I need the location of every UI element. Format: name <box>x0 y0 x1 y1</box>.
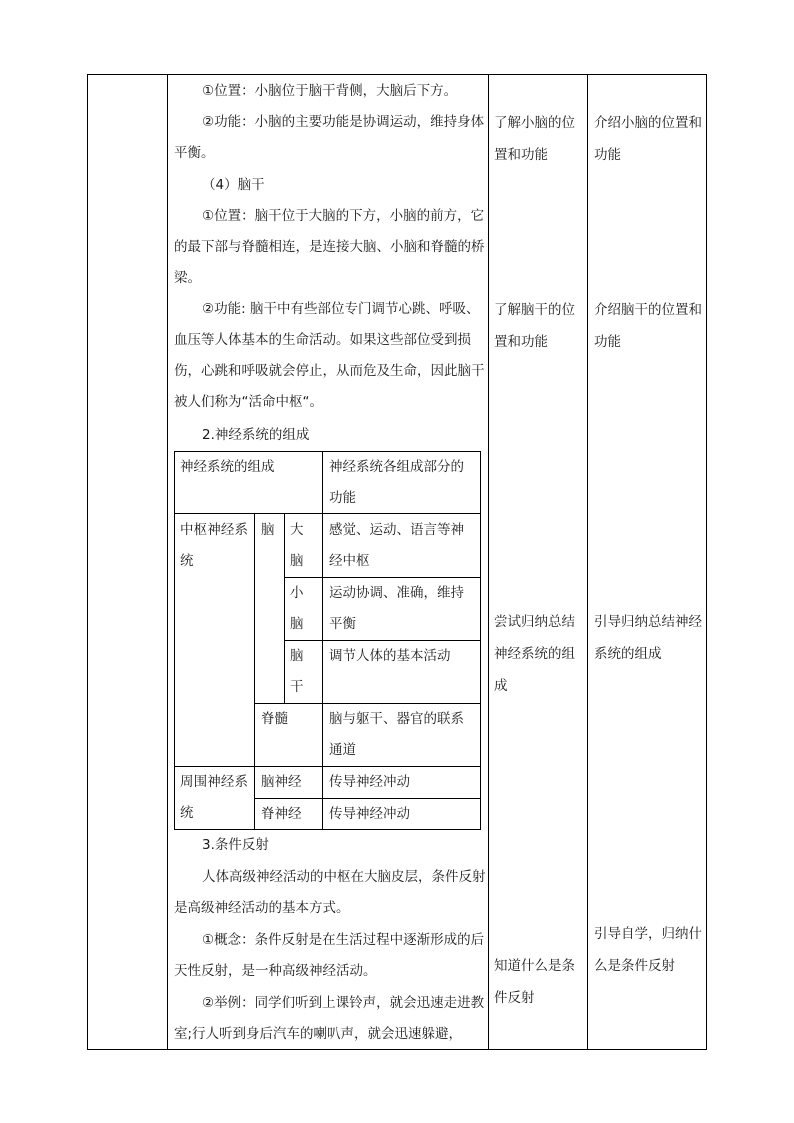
column-divider-2 <box>488 74 489 1050</box>
brainstem-label: 脑干 <box>290 648 304 695</box>
brainstem-function: ②功能: 脑干中有些部位专门调节心跳、呼吸、血压等人体基本的生命活动。如果这些部位受到损伤，心跳和呼吸就会停止，从而危及生命，因此脑干被人们称为“活命中枢“。 <box>174 301 485 410</box>
spinal-nerve-label: 脊神经 <box>261 806 302 822</box>
section-heading-conditioned-reflex: 3.条件反射 <box>202 837 269 853</box>
cerebellum-function: ②功能：小脑的主要功能是协调运动，维持身体平衡。 <box>174 114 485 161</box>
central-nervous-system-label: 中枢神经系统 <box>180 522 248 569</box>
table-header-composition: 神经系统的组成 <box>180 459 275 475</box>
cerebrum-function: 感觉、运动、语言等神经中枢 <box>329 522 464 569</box>
student-activity-summary: 尝试归纳总结神经系统的组成 <box>494 614 575 694</box>
peripheral-nervous-system-label: 周围神经系统 <box>180 774 248 821</box>
student-activity-reflex: 知道什么是条件反射 <box>494 958 575 1006</box>
brainstem-heading: （4）脑干 <box>202 177 265 193</box>
column-divider-1 <box>167 74 168 1050</box>
brain-label: 脑 <box>261 522 275 538</box>
teacher-activity-brainstem: 介绍脑干的位置和功能 <box>594 302 702 350</box>
column-divider-3 <box>587 74 588 1050</box>
table-header-function: 神经系统各组成部分的功能 <box>329 459 464 506</box>
teacher-activity-cerebellum: 介绍小脑的位置和功能 <box>594 115 702 163</box>
brainstem-function-cell: 调节人体的基本活动 <box>329 648 451 664</box>
reflex-example: ②举例：同学们听到上课铃声，就会迅速走进教室;行人听到身后汽车的喇叭声，就会迅速躲避， <box>174 995 485 1042</box>
spinal-cord-function: 脑与躯干、器官的联系通道 <box>329 711 464 758</box>
spinal-nerve-function: 传导神经冲动 <box>329 806 410 822</box>
reflex-intro: 人体高级神经活动的中枢在大脑皮层，条件反射是高级神经活动的基本方式。 <box>174 869 486 916</box>
spinal-cord-label: 脊髓 <box>261 711 288 727</box>
teacher-activity-reflex: 引导自学，归纳什么是条件反射 <box>594 926 702 974</box>
student-activity-brainstem: 了解脑干的位置和功能 <box>494 302 575 350</box>
cerebellum-function-cell: 运动协调、准确，维持平衡 <box>329 585 464 632</box>
cerebrum-label: 大脑 <box>290 522 304 569</box>
cranial-nerve-function: 传导神经冲动 <box>329 774 410 790</box>
cranial-nerve-label: 脑神经 <box>261 774 302 790</box>
cerebellum-label: 小脑 <box>290 585 304 632</box>
student-activity-cerebellum: 了解小脑的位置和功能 <box>494 115 575 163</box>
reflex-concept: ①概念：条件反射是在生活过程中逐渐形成的后天性反射，是一种高级神经活动。 <box>174 932 485 979</box>
section-heading-nervous-system: 2.神经系统的组成 <box>202 427 310 443</box>
cerebellum-position: ①位置：小脑位于脑干背侧，大脑后下方。 <box>202 83 458 99</box>
brainstem-position: ①位置：脑干位于大脑的下方，小脑的前方，它的最下部与脊髓相连，是连接大脑、小脑和脊髓的桥梁。 <box>174 208 485 286</box>
teacher-activity-summary: 引导归纳总结神经系统的组成 <box>594 614 702 662</box>
